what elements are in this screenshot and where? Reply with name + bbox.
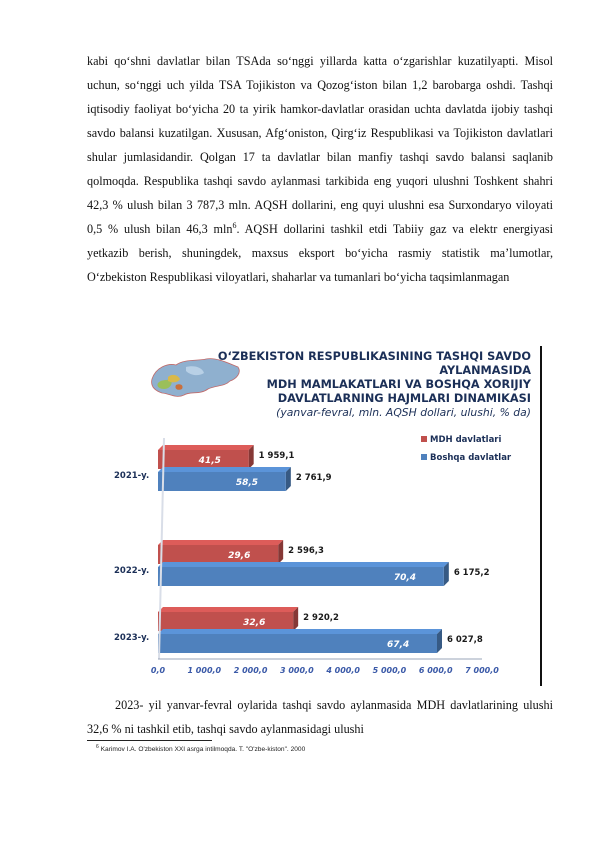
footnote-number: 6 (96, 744, 99, 750)
share-label: 29,6 (228, 551, 251, 561)
figure-right-border (540, 346, 542, 686)
value-label: 2 761,9 (295, 473, 332, 483)
category-label: 2023-y. (114, 633, 150, 643)
value-label: 2 596,3 (288, 546, 324, 556)
share-label: 58,5 (235, 478, 259, 488)
legend-label: MDH davlatlari (430, 435, 502, 445)
x-tick-label: 3 000,0 (280, 666, 314, 675)
figure-subtitle: (yanvar-fevral, mln. AQSH dollari, ulushi, % da) (276, 406, 531, 419)
paragraph-1 (87, 49, 553, 289)
bar (158, 545, 278, 564)
share-label: 67,4 (387, 640, 410, 650)
legend-label: Boshqa davlatlar (430, 453, 512, 463)
x-tick-label: 2 000,0 (233, 666, 268, 675)
bar-top (158, 562, 449, 567)
value-label: 6 027,8 (447, 635, 483, 645)
paragraph-2: 2023- yil yanvar-fevral oylarida tashqi savdo aylanmasida MDH davlatlarining ulushi 32,6 % ni tashkil etib, tashqi savdo aylanmasidagi ulushi (87, 698, 553, 737)
bar-top (158, 445, 254, 450)
figure-title (191, 350, 531, 420)
value-label: 6 175,2 (453, 568, 490, 578)
figure-title-line-3: DAVLATLARNING HAJMLARI DINAMIKASI (277, 392, 531, 405)
bar-top (158, 607, 298, 612)
share-label: 32,6 (243, 618, 266, 628)
x-tick-label: 0,0 (150, 666, 166, 675)
x-tick-label: 5 000,0 (372, 666, 407, 675)
share-label: 70,4 (393, 573, 417, 583)
trade-figure (112, 346, 545, 686)
footnote-ref[interactable]: 6 (232, 221, 237, 231)
footnote-text: Karimov I.A. O'zbekiston XXI asrga intilmoqda. T. "O'zbe-kiston". 2000 (100, 746, 306, 754)
bar (158, 612, 293, 631)
legend-swatch (421, 454, 427, 460)
category-label: 2021-y. (114, 471, 150, 481)
paragraph-1-text: kabi qo‘shni davlatlar bilan TSAda so‘nggi yillarda katta o‘zgarishlar kuzatilyapti. Misol uchun, so‘nggi uch yilda TSA Tojikiston va Qozog‘iston bilan 1,2 barobarga oshdi. Tashqi iqtisodiy faoliyat bo‘yicha 20 ta yirik hamkor-davlatlar orasidan uchta davlatda ijobiy tashqi savdo balansi kuzatilgan. Xususan, Afg‘oniston, Qirg‘iz Respublikasi va Tojikiston davlatlari shular jumlasidandir. Qolgan 17 ta davlatlar bilan manfiy tashqi savdo balansi saqlanib qolmoqda. Respublika tashqi savdo aylanmasi tarkibida eng yuqori ulushni Toshkent shahri 42,3 % ulush bilan 3 787,3 mln. AQSH dollarini, eng quyi ulushni esa Surxondaryo viloyati 0,5 % ulush bilan 46,3 mln (87, 54, 553, 237)
x-tick-label: 6 000,0 (418, 666, 453, 675)
value-label: 1 959,1 (258, 451, 295, 461)
share-label: 41,5 (198, 456, 221, 466)
value-label: 2 920,2 (303, 613, 339, 623)
figure-title-line-1: O‘ZBEKISTON RESPUBLIKASINING TASHQI SAVDO AYLANMASIDA (217, 350, 531, 377)
paragraph-1-end: . AQSH dollarini tashkil etdi Tabiiy gaz va elektr energiyasi yetkazib berish, shuningdek, maxsus eksport bo‘yicha rasmiy statistik ma’lumotlar, O‘zbekiston Respublikasi viloyatlari, shaharlar va tumanlari bo‘yicha taqsimlanmagan (87, 222, 553, 285)
figure-title-line-2: MDH MAMLAKATLARI VA BOSHQA XORIJIY (266, 378, 531, 391)
footnote (96, 744, 305, 753)
bar-top (158, 629, 442, 634)
bar (158, 472, 286, 491)
footnote-separator (87, 740, 212, 741)
bar-top (158, 540, 283, 545)
x-tick-label: 4 000,0 (326, 666, 360, 675)
trade-bar-chart (112, 430, 532, 684)
chart-bars (114, 445, 490, 653)
x-tick-label: 1 000,0 (187, 666, 222, 675)
chart-legend (421, 435, 512, 463)
bar-top (158, 467, 291, 472)
category-label: 2022-y. (114, 566, 150, 576)
legend-swatch (421, 436, 427, 442)
x-tick-label: 7 000,0 (465, 666, 499, 675)
